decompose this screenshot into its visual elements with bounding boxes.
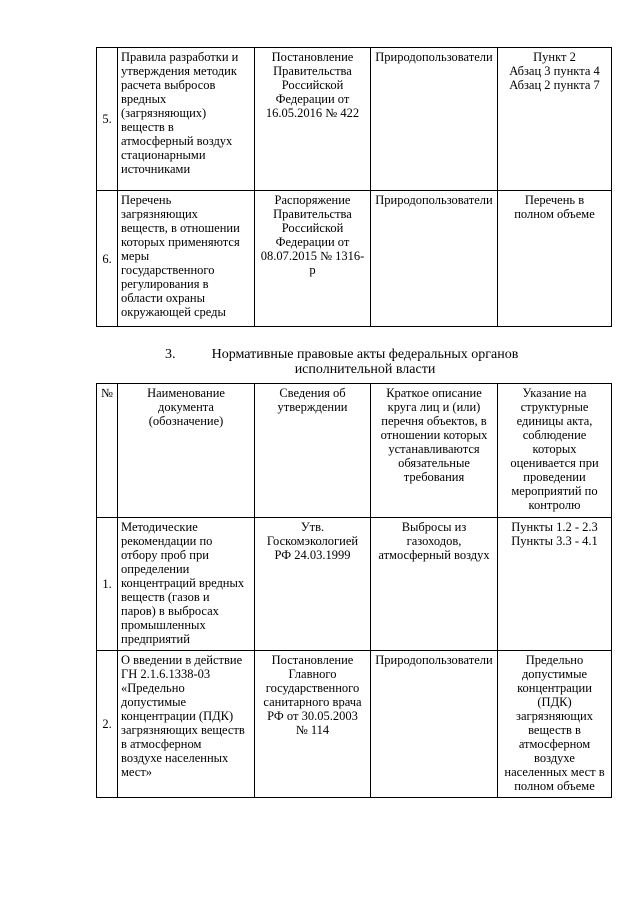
subjects: Природопользователи [371,651,498,798]
document-name: Перечень загрязняющих веществ, в отношении которых применяются меры государственного регулирования в области охраны окружающей среды [118,191,255,327]
table-row [97,518,612,651]
table-row [97,651,612,798]
structural-units: Перечень в полном объеме [498,191,612,327]
approval-info: Постановление Правительства Российской Федерации от 16.05.2016 № 422 [255,48,371,191]
section-title: Нормативные правовые акты федеральных органов исполнительной власти [211,347,519,377]
table-row [97,48,612,191]
federal-acts-table [96,383,612,798]
row-number: 6. [97,191,118,327]
structural-units: Предельно допустимые концентрации (ПДК) загрязняющих веществ в атмосферном воздухе населенных мест в полном объеме [498,651,612,798]
structural-units: Пункты 1.2 - 2.3 Пункты 3.3 - 4.1 [498,518,612,651]
approval-info: Постановление Главного государственного санитарного врача РФ от 30.05.2003 № 114 [255,651,371,798]
row-number: 1. [97,518,118,651]
subjects: Природопользователи [371,191,498,327]
subjects: Выбросы из газоходов, атмосферный воздух [371,518,498,651]
row-number: 2. [97,651,118,798]
document-name: Правила разработки и утверждения методик расчета выбросов вредных (загрязняющих) веществ в атмосферный воздух стационарными источниками [118,48,255,191]
document-name: О введении в действие ГН 2.1.6.1338-03 «Предельно допустимые концентрации (ПДК) загрязняющих веществ в атмосферном воздухе населенных мест» [118,651,255,798]
subjects: Природопользователи [371,48,498,191]
header-document-name: Наименование документа (обозначение) [118,384,255,518]
structural-units: Пункт 2 Абзац 3 пункта 4 Абзац 2 пункта 7 [498,48,612,191]
approval-info: Распоряжение Правительства Российской Федерации от 08.07.2015 № 1316-р [255,191,371,327]
requirements-table-continued [96,47,612,327]
header-structural-units: Указание на структурные единицы акта, соблюдение которых оценивается при проведении мероприятий по контролю [498,384,612,518]
approval-info: Утв. Госкомэкологией РФ 24.03.1999 [255,518,371,651]
header-number: № [97,384,118,518]
header-approval-info: Сведения об утверждении [255,384,371,518]
header-subjects: Краткое описание круга лиц и (или) перечня объектов, в отношении которых устанавливаются обязательные требования [371,384,498,518]
section-heading [150,347,550,377]
row-number: 5. [97,48,118,191]
table-row [97,191,612,327]
table-header-row [97,384,612,518]
document-name: Методические рекомендации по отбору проб при определении концентраций вредных веществ (газов и паров) в выбросах промышленных предприятий [118,518,255,651]
section-number: 3. [165,347,176,362]
